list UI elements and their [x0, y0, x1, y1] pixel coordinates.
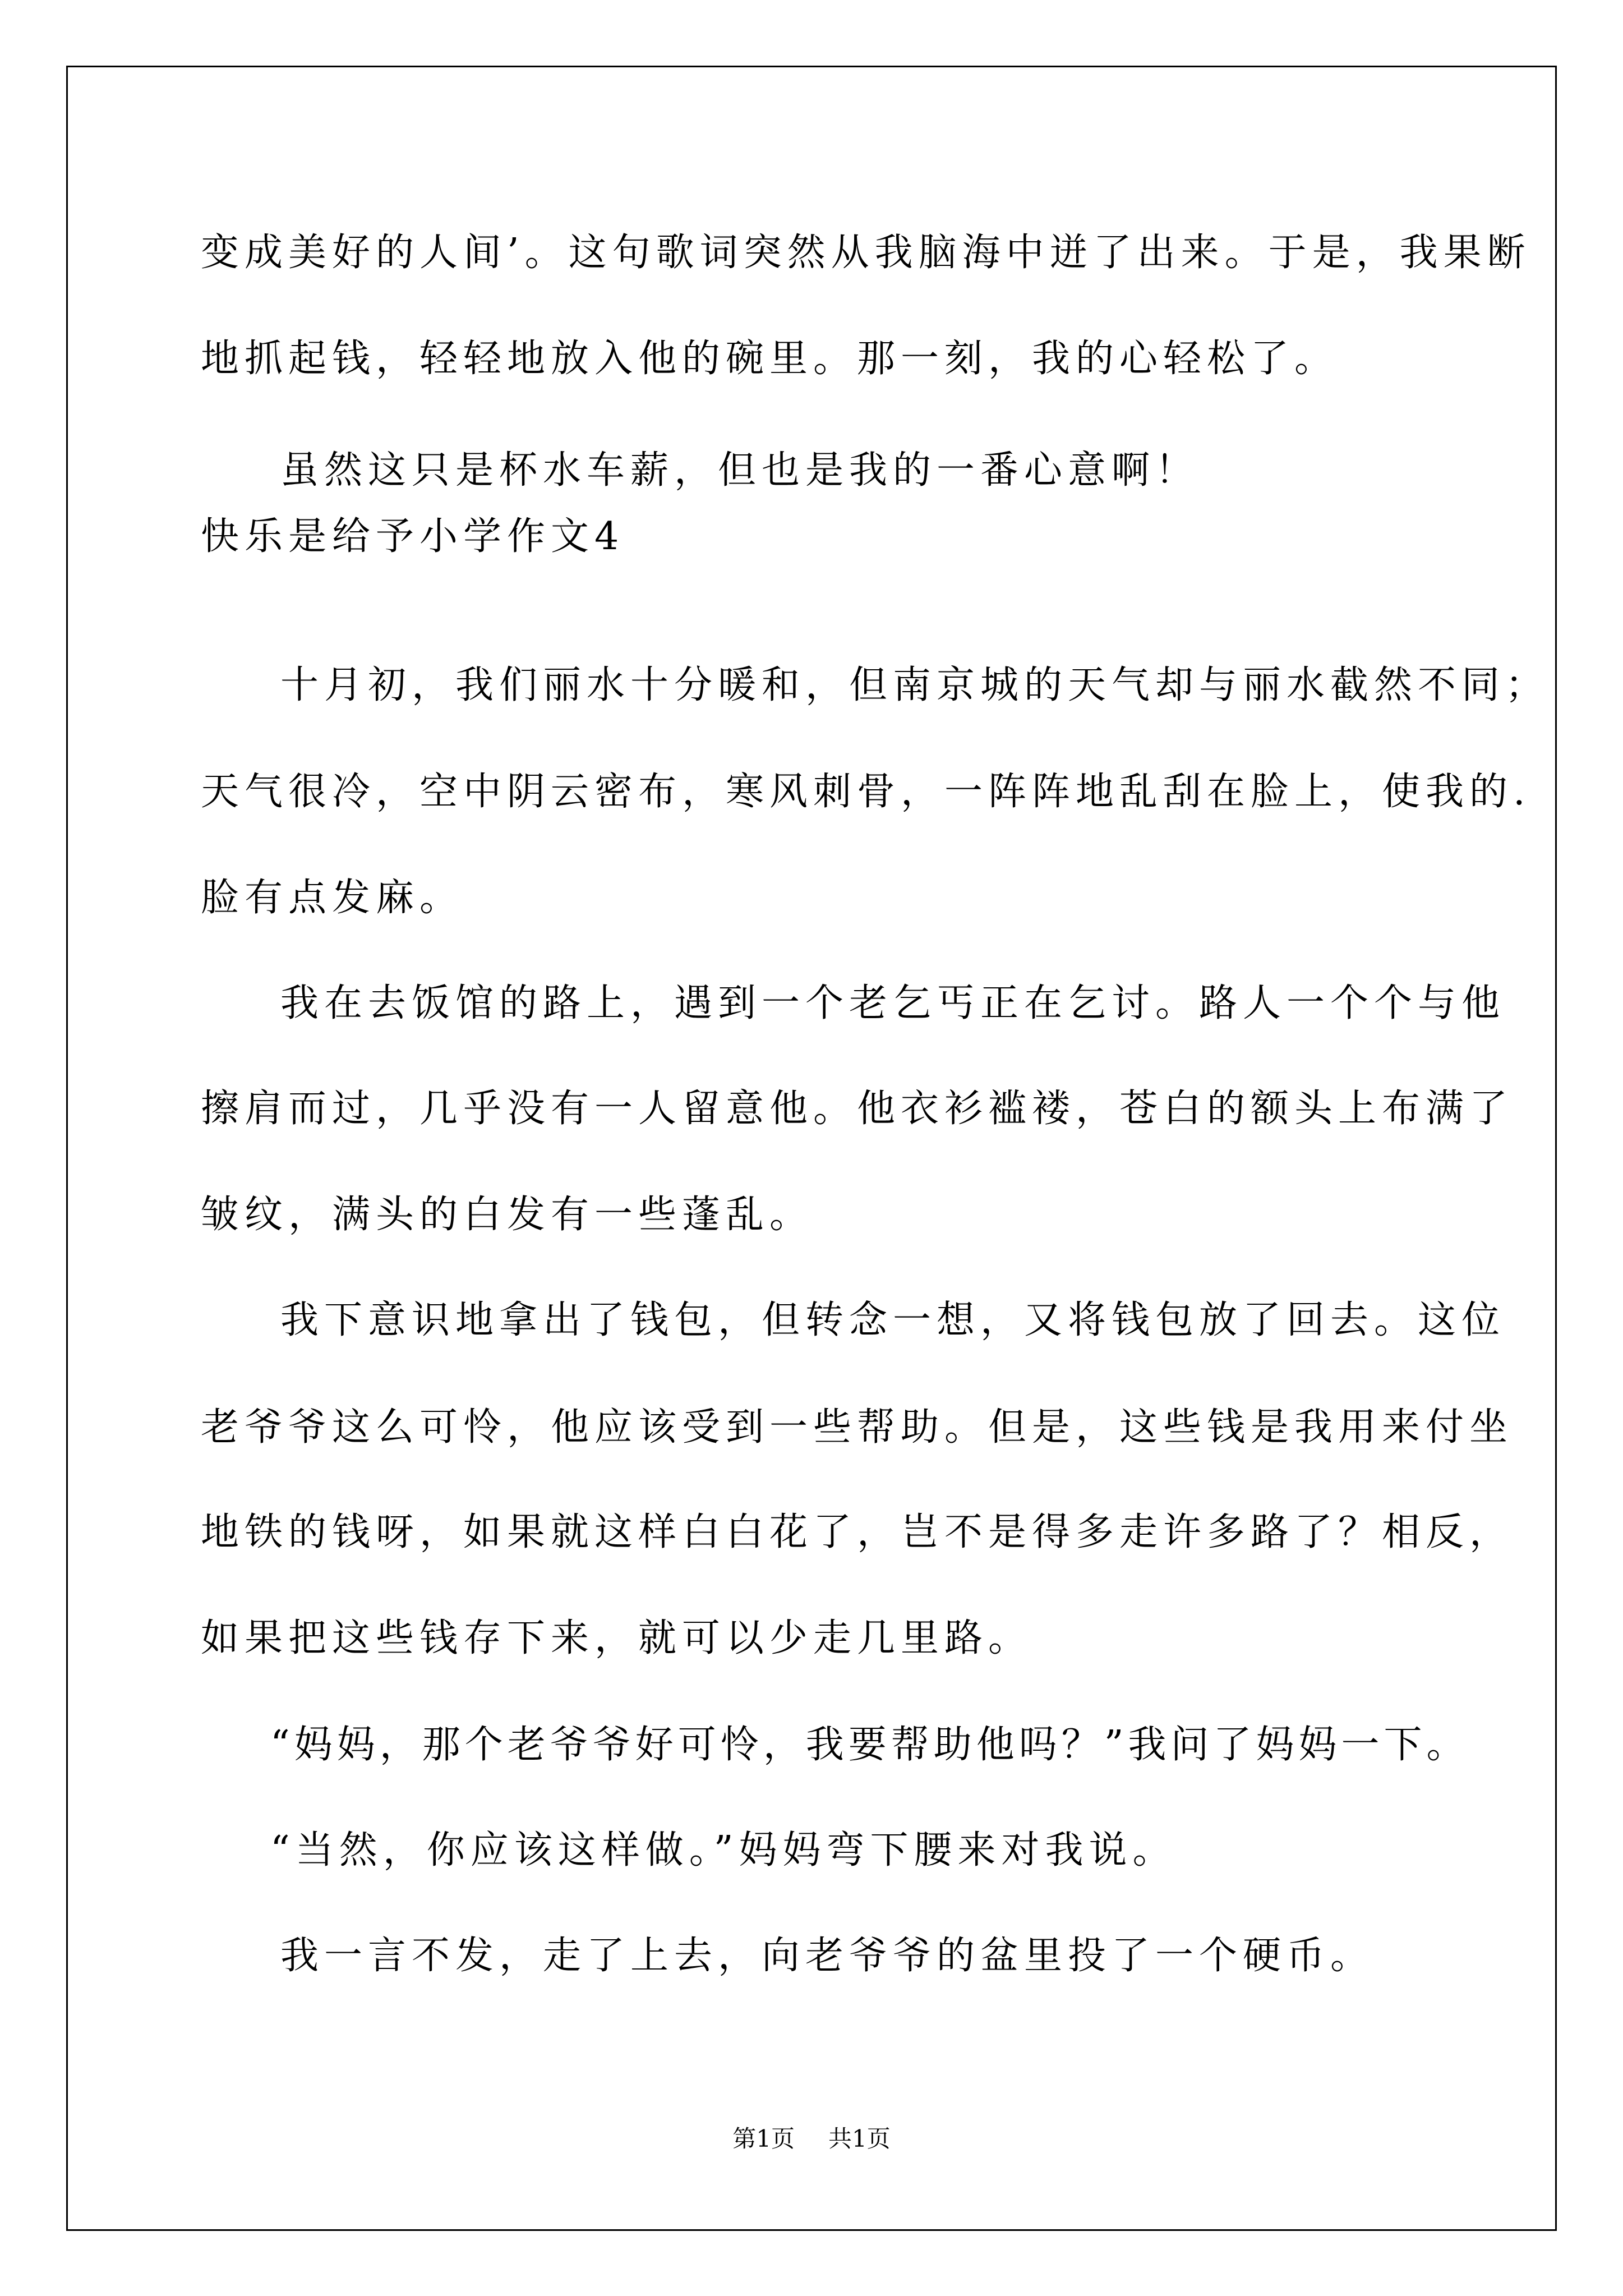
- text-line: 我一言不发，走了上去，向老爷爷的盆里投了一个硬币。: [280, 1934, 1375, 1978]
- page-footer: [0, 2125, 1623, 2153]
- page-border: [66, 66, 1557, 2231]
- text-line: 老爷爷这么可怜，他应该受到一些帮助。但是，这些钱是我用来付坐: [201, 1405, 1514, 1450]
- text-line: 地铁的钱呀，如果就这样白白花了，岂不是得多走许多路了？相反，: [201, 1510, 1514, 1554]
- page-total: 共1页: [828, 2125, 891, 2152]
- text-line: 皱纹，满头的白发有一些蓬乱。: [201, 1193, 814, 1237]
- section-heading: 快乐是给予小学作文4: [201, 514, 625, 559]
- text-line: 我在去饭馆的路上，遇到一个老乞丐正在乞讨。路人一个个与他: [280, 981, 1506, 1025]
- text-line: 十月初，我们丽水十分暖和，但南京城的天气却与丽水截然不同；: [280, 663, 1550, 707]
- text-line: 虽然这只是杯水车薪，但也是我的一番心意啊！: [280, 448, 1200, 493]
- text-line: 我下意识地拿出了钱包，但转念一想，又将钱包放了回去。这位: [280, 1298, 1506, 1342]
- text-line: “当然，你应该这样做。”妈妈弯下腰来对我说。: [270, 1828, 1177, 1872]
- text-line: 擦肩而过，几乎没有一人留意他。他衣衫褴褛，苍白的额头上布满了: [201, 1087, 1514, 1131]
- text-line: 地抓起钱，轻轻地放入他的碗里。那一刻，我的心轻松了。: [201, 337, 1339, 381]
- page-number: 第1页: [732, 2125, 795, 2152]
- text-line: 脸有点发麻。: [201, 876, 464, 920]
- text-line: “妈妈，那个老爷爷好可怜，我要帮助他吗？”我问了妈妈一下。: [270, 1723, 1469, 1767]
- text-line: 变成美好的人间’。这句歌词突然从我脑海中迸了出来。于是，我果断: [201, 231, 1531, 275]
- text-line: 如果把这些钱存下来，就可以少走几里路。: [201, 1616, 1032, 1660]
- text-line: 天气很冷，空中阴云密布，寒风刺骨，一阵阵地乱刮在脸上，使我的.: [201, 770, 1531, 814]
